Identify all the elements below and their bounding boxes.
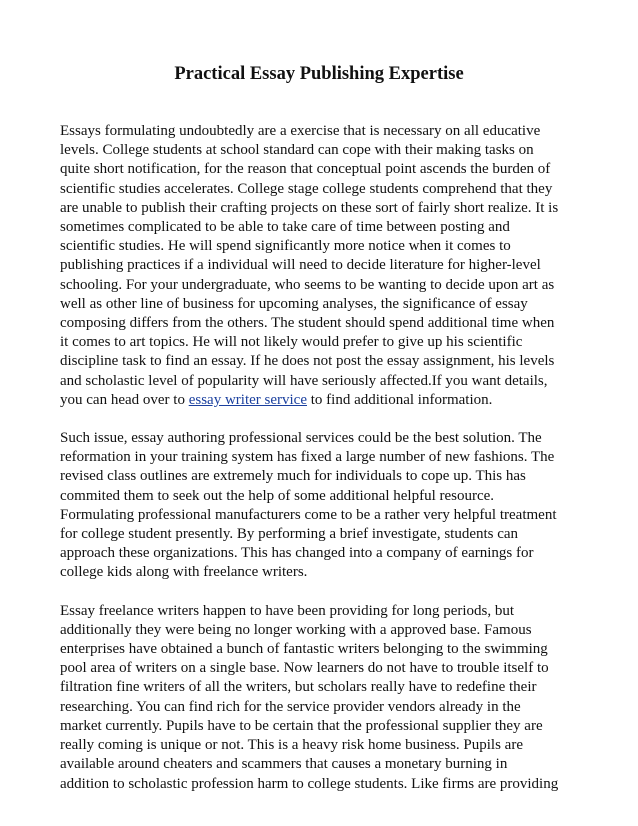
paragraph-line: reformation in your training system has fixed a large number of new fashions. The — [60, 449, 555, 466]
link-lead-text: you can head over to — [60, 391, 189, 408]
paragraph-line: scientific studies accelerates. College stage college students comprehend that they — [60, 180, 553, 197]
document-body — [60, 122, 590, 813]
paragraph-line: additionally they were being no longer working with a approved base. Famous — [60, 621, 532, 638]
paragraph-line: Such issue, essay authoring professional services could be the best solution. The — [60, 430, 542, 447]
paragraph-line: and scholastic level of popularity will have seriously affected.If you want details, — [60, 372, 548, 389]
paragraph-line: discipline task to find an essay. If he does not post the essay assignment, his levels — [60, 353, 555, 370]
link-trail-text: to find additional information. — [306, 391, 493, 408]
paragraph-1 — [60, 122, 590, 410]
paragraph-line: Essays formulating undoubtedly are a exercise that is necessary on all educative — [60, 123, 541, 139]
paragraph-line: really coming is unique or not. This is a heavy risk home business. Pupils are — [60, 737, 523, 754]
paragraph-2 — [60, 429, 590, 583]
paragraph-line: college kids along with freelance writers. — [60, 564, 308, 581]
paragraph-last-line — [60, 391, 590, 410]
paragraph-line: schooling. For your undergraduate, who seems to be wanting to decide upon art as — [60, 276, 555, 293]
paragraph-line: are unable to publish their crafting projects on these sort of fairly short realize. It is — [60, 199, 559, 216]
paragraph-line: Essay freelance writers happen to have been providing for long periods, but — [60, 602, 515, 619]
paragraph-line: for college student presently. By performing a brief investigate, students can — [60, 526, 519, 543]
paragraph-line: quite short notification, for the reason that conceptual point ascends the burden of — [60, 161, 551, 178]
paragraph-line: well as other line of business for upcoming analyses, the significance of essay — [60, 295, 528, 312]
paragraph-line: approach these organizations. This has changed into a company of earnings for — [60, 545, 534, 562]
paragraph-line: Formulating professional manufacturers come to be a rather very helpful treatment — [60, 506, 557, 523]
paragraph-line: addition to scholastic profession harm to college students. Like firms are providing — [60, 775, 559, 792]
paragraph-line: commited them to seek out the help of some additional helpful resource. — [60, 487, 495, 504]
paragraph-line: enterprises have obtained a bunch of fantastic writers belonging to the swimming — [60, 641, 548, 658]
essay-writer-service-link[interactable]: essay writer service — [188, 391, 307, 408]
paragraph-line: researching. You can find rich for the service provider vendors already in the — [60, 698, 521, 715]
paragraph-line: filtration fine writers of all the writers, but scholars really have to redefine their — [60, 679, 537, 696]
paragraph-line: sometimes complicated to be able to take care of time between posting and — [60, 219, 510, 236]
paragraph-line: pool area of writers on a single base. Now learners do not have to trouble itself to — [60, 660, 549, 677]
paragraph-line: revised class outlines are extremely much for individuals to cope up. This has — [60, 468, 526, 485]
paragraph-line: it comes to art topics. He will not likely would prefer to give up his scientific — [60, 334, 523, 351]
paragraph-line: publishing practices if a individual will need to decide literature for higher-level — [60, 257, 541, 274]
paragraph-line: levels. College students at school standard can cope with their making tasks on — [60, 142, 534, 159]
page-title: Practical Essay Publishing Expertise — [174, 64, 464, 84]
paragraph-line: composing differs from the others. The student should spend additional time when — [60, 315, 555, 332]
paragraph-3 — [60, 602, 590, 794]
paragraph-line: market currently. Pupils have to be certain that the professional supplier they are — [60, 717, 543, 734]
paragraph-line: scientific studies. He will spend significantly more notice when it comes to — [60, 238, 511, 255]
paragraph-line: available around cheaters and scammers that causes a monetary burning in — [60, 756, 508, 773]
